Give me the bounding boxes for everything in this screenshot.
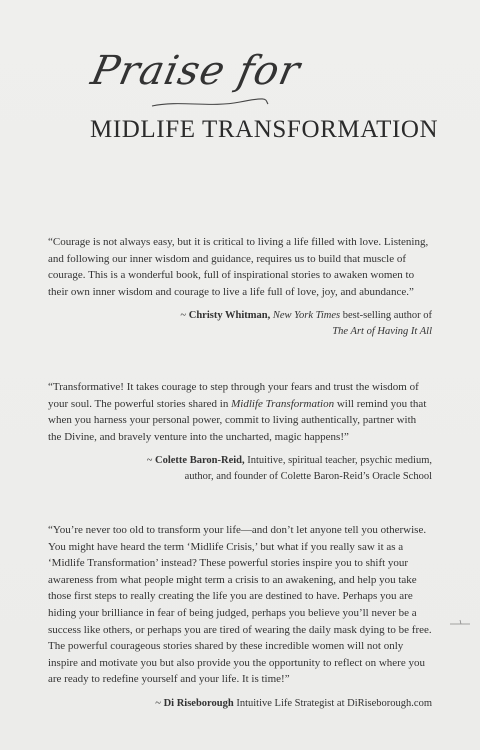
quote-attribution (48, 696, 432, 712)
quote-text-body: “Transformative! It takes courage to step through your fears and trust the wisdom of your soul. The powerful stories shared in (48, 381, 419, 410)
title-flourish (150, 96, 270, 110)
quote-text (48, 234, 432, 300)
attribution-title: Intuitive, spiritual teacher, psychic medium, (247, 455, 432, 467)
attribution-dash: ~ (155, 697, 161, 709)
attribution-dash: ~ (146, 455, 153, 467)
quote-attribution (48, 308, 432, 340)
attribution-publication: New York Times (272, 310, 341, 322)
quote-text-body-continued: will remind you that when you harness your personal power, commit to living authentically, partner with the Divine, and bravely venture into the uncharted, magic happens!” (48, 397, 427, 443)
attribution-dash: ~ (180, 310, 187, 322)
page-edge-mark (448, 618, 472, 628)
quote-block-2 (48, 379, 432, 485)
quote-book-title: Midlife Transformation (231, 397, 335, 410)
main-title: MIDLIFE TRANSFORMATION (90, 116, 439, 143)
quote-text-body: “Courage is not always easy, but it is critical to living a life filled with love. Listening, and following our inner wisdom and guidance, requires us to build that muscle of courage. This is a wonderful book, full of inspirational stories to awaken women to their own inner wisdom and courage to live a life full of love, joy, and abundance.” (48, 236, 429, 298)
attribution-name: Colette Baron-Reid, (155, 455, 245, 467)
attribution-name: Christy Whitman, (188, 310, 271, 322)
quote-attribution (48, 453, 432, 485)
quote-block-1 (48, 234, 432, 340)
script-title: Praise for (87, 48, 305, 94)
quote-text (48, 522, 432, 688)
attribution-title: best-selling author of (342, 310, 432, 322)
quote-text-body: “You’re never too old to transform your life—and don’t let anyone tell you otherwise. You might have heard the term ‘Midlife Crisis,’ but what if you really saw it as a ‘Midlife Transformation’ instead? These powerful stories inspire you to shift your awareness from what people might term a crisis to an awakening, and help you take those first steps to really creating the life you are destined to have. Perhaps you are hiding your brilliance in fear of being judged, perhaps you believe you’ll never be a success like others, or perhaps you are tired of wearing the daily mask dying to be free. The powerful courageous stories shared by these incredible women will not only inspire and motivate you but also provide you the opportunity to reflect on where you are ready to redefine yourself and your life. It is time!” (48, 524, 432, 686)
attribution-title-line2: author, and founder of Colette Baron-Reid’s Oracle School (184, 471, 432, 483)
attribution-title: Intuitive Life Strategist at DiRiseborough.com (236, 697, 432, 709)
attribution-name: Di Riseborough (163, 697, 234, 709)
quote-text (48, 379, 432, 445)
attribution-book: The Art of Having It All (332, 326, 432, 338)
quote-block-3 (48, 522, 432, 712)
